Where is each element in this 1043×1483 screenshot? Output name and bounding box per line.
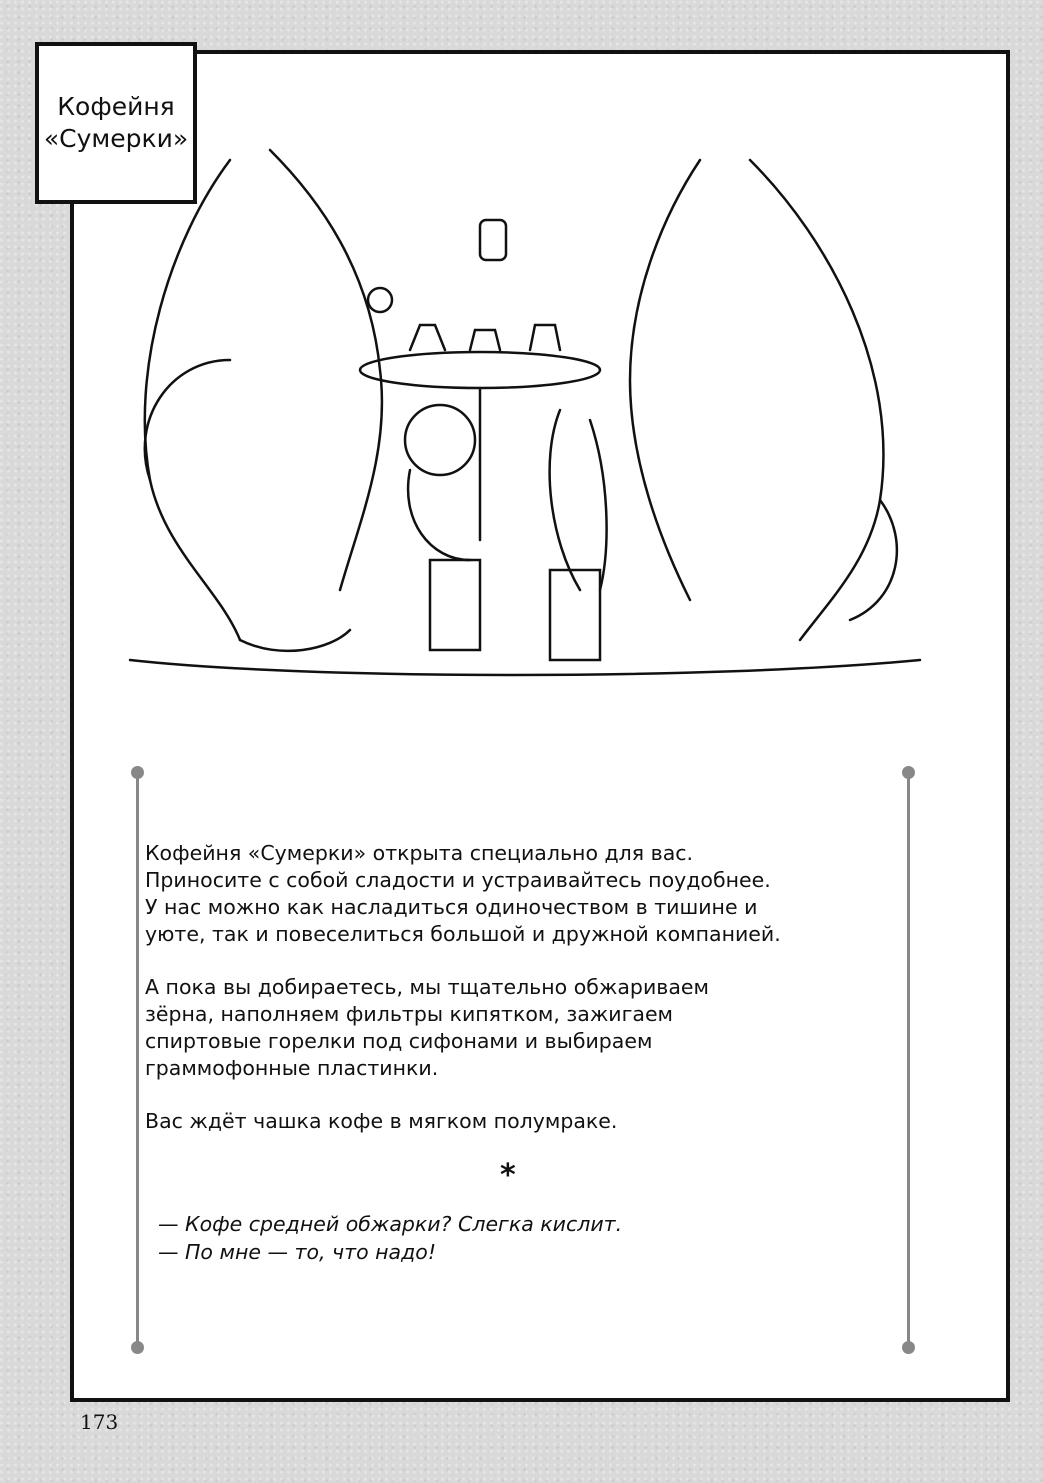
- paragraph-3: Вас ждёт чашка кофе в мягком полумраке.: [145, 1109, 618, 1133]
- paragraph-1: Кофейня «Сумерки» открыта специально для вас. Приносите с собой сладости и устраивайтесь поудобнее. У нас можно как насладиться одиночеством в тишине и уюте, так и повеселиться большой и дружной компанией.: [145, 841, 781, 946]
- cafe-illustration: [110, 120, 940, 690]
- page-number: 173: [80, 1410, 119, 1434]
- title-line-1: Кофейня: [57, 92, 175, 121]
- paragraph-2: А пока вы добираетесь, мы тщательно обжариваем зёрна, наполняем фильтры кипятком, зажигаем спиртовые горелки под сифонами и выбираем граммофонные пластинки.: [145, 975, 709, 1080]
- dialogue-line-1: — Кофе средней обжарки? Слегка кислит.: [158, 1212, 623, 1236]
- separator-star: *: [500, 1158, 516, 1193]
- title-line-2: «Сумерки»: [43, 124, 189, 153]
- dialogue: [158, 1210, 622, 1266]
- body-text: [145, 840, 905, 1161]
- dialogue-line-2: — По мне — то, что надо!: [158, 1240, 437, 1264]
